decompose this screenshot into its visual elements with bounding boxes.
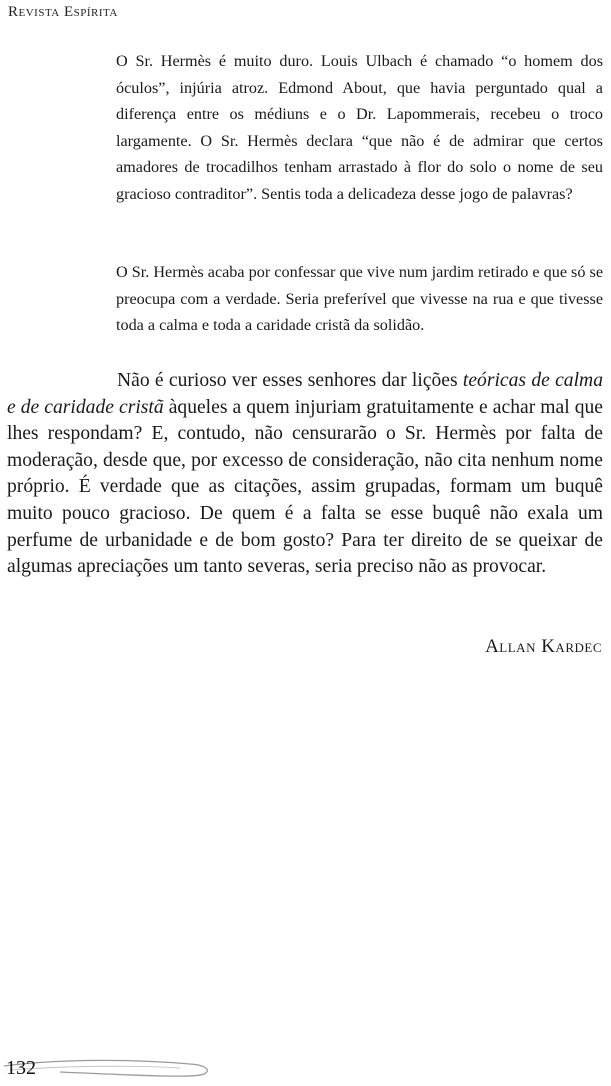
main-paragraph [7, 368, 603, 581]
page-number: 132 [6, 1057, 36, 1079]
main-paragraph-emphasis: teóricas de calma e de caridade cristã [7, 370, 603, 418]
main-paragraph-rest: àqueles a quem injuriam gratuitamente e achar mal que lhes respondam? E, contudo, não censurarão o Sr. Hermès por falta de moderação, desde que, por excesso de consideração, não cita nenhum nome próprio. É verdade que as citações, assim grupadas, formam um buquê muito pouco gracioso. De quem é a falta se esse buquê não exala um perfume de urbanidade e de bom gosto? Para ter direito de se queixar de algumas apreciações um tanto severas, seria preciso não as provocar. [7, 396, 603, 578]
main-paragraph-lead: Não é curioso ver esses senhores dar lições [117, 370, 463, 391]
quoted-paragraph-1: O Sr. Hermès é muito duro. Louis Ulbach é chamado “o homem dos óculos”, injúria atroz. Edmond About, que havia perguntado qual a diferença entre os médiuns e o Dr. Lapommerais, recebeu o troco largamente. O Sr. Hermès declara “que não é de admirar que certos amadores de trocadilhos tenham arrastado à flor do solo o nome de seu gracioso contraditor”. Sentis toda a delicadeza desse jogo de palavras? [116, 52, 603, 203]
quoted-paragraph-2: O Sr. Hermès acaba por confessar que vive num jardim retirado e que só se preocupa com a verdade. Seria preferível que vivesse na rua e que tivesse toda a calma e toda a caridade cristã da solidão. [116, 263, 603, 334]
author-signature: Allan Kardec [485, 636, 602, 657]
running-header: Revista Espírita [8, 4, 118, 20]
